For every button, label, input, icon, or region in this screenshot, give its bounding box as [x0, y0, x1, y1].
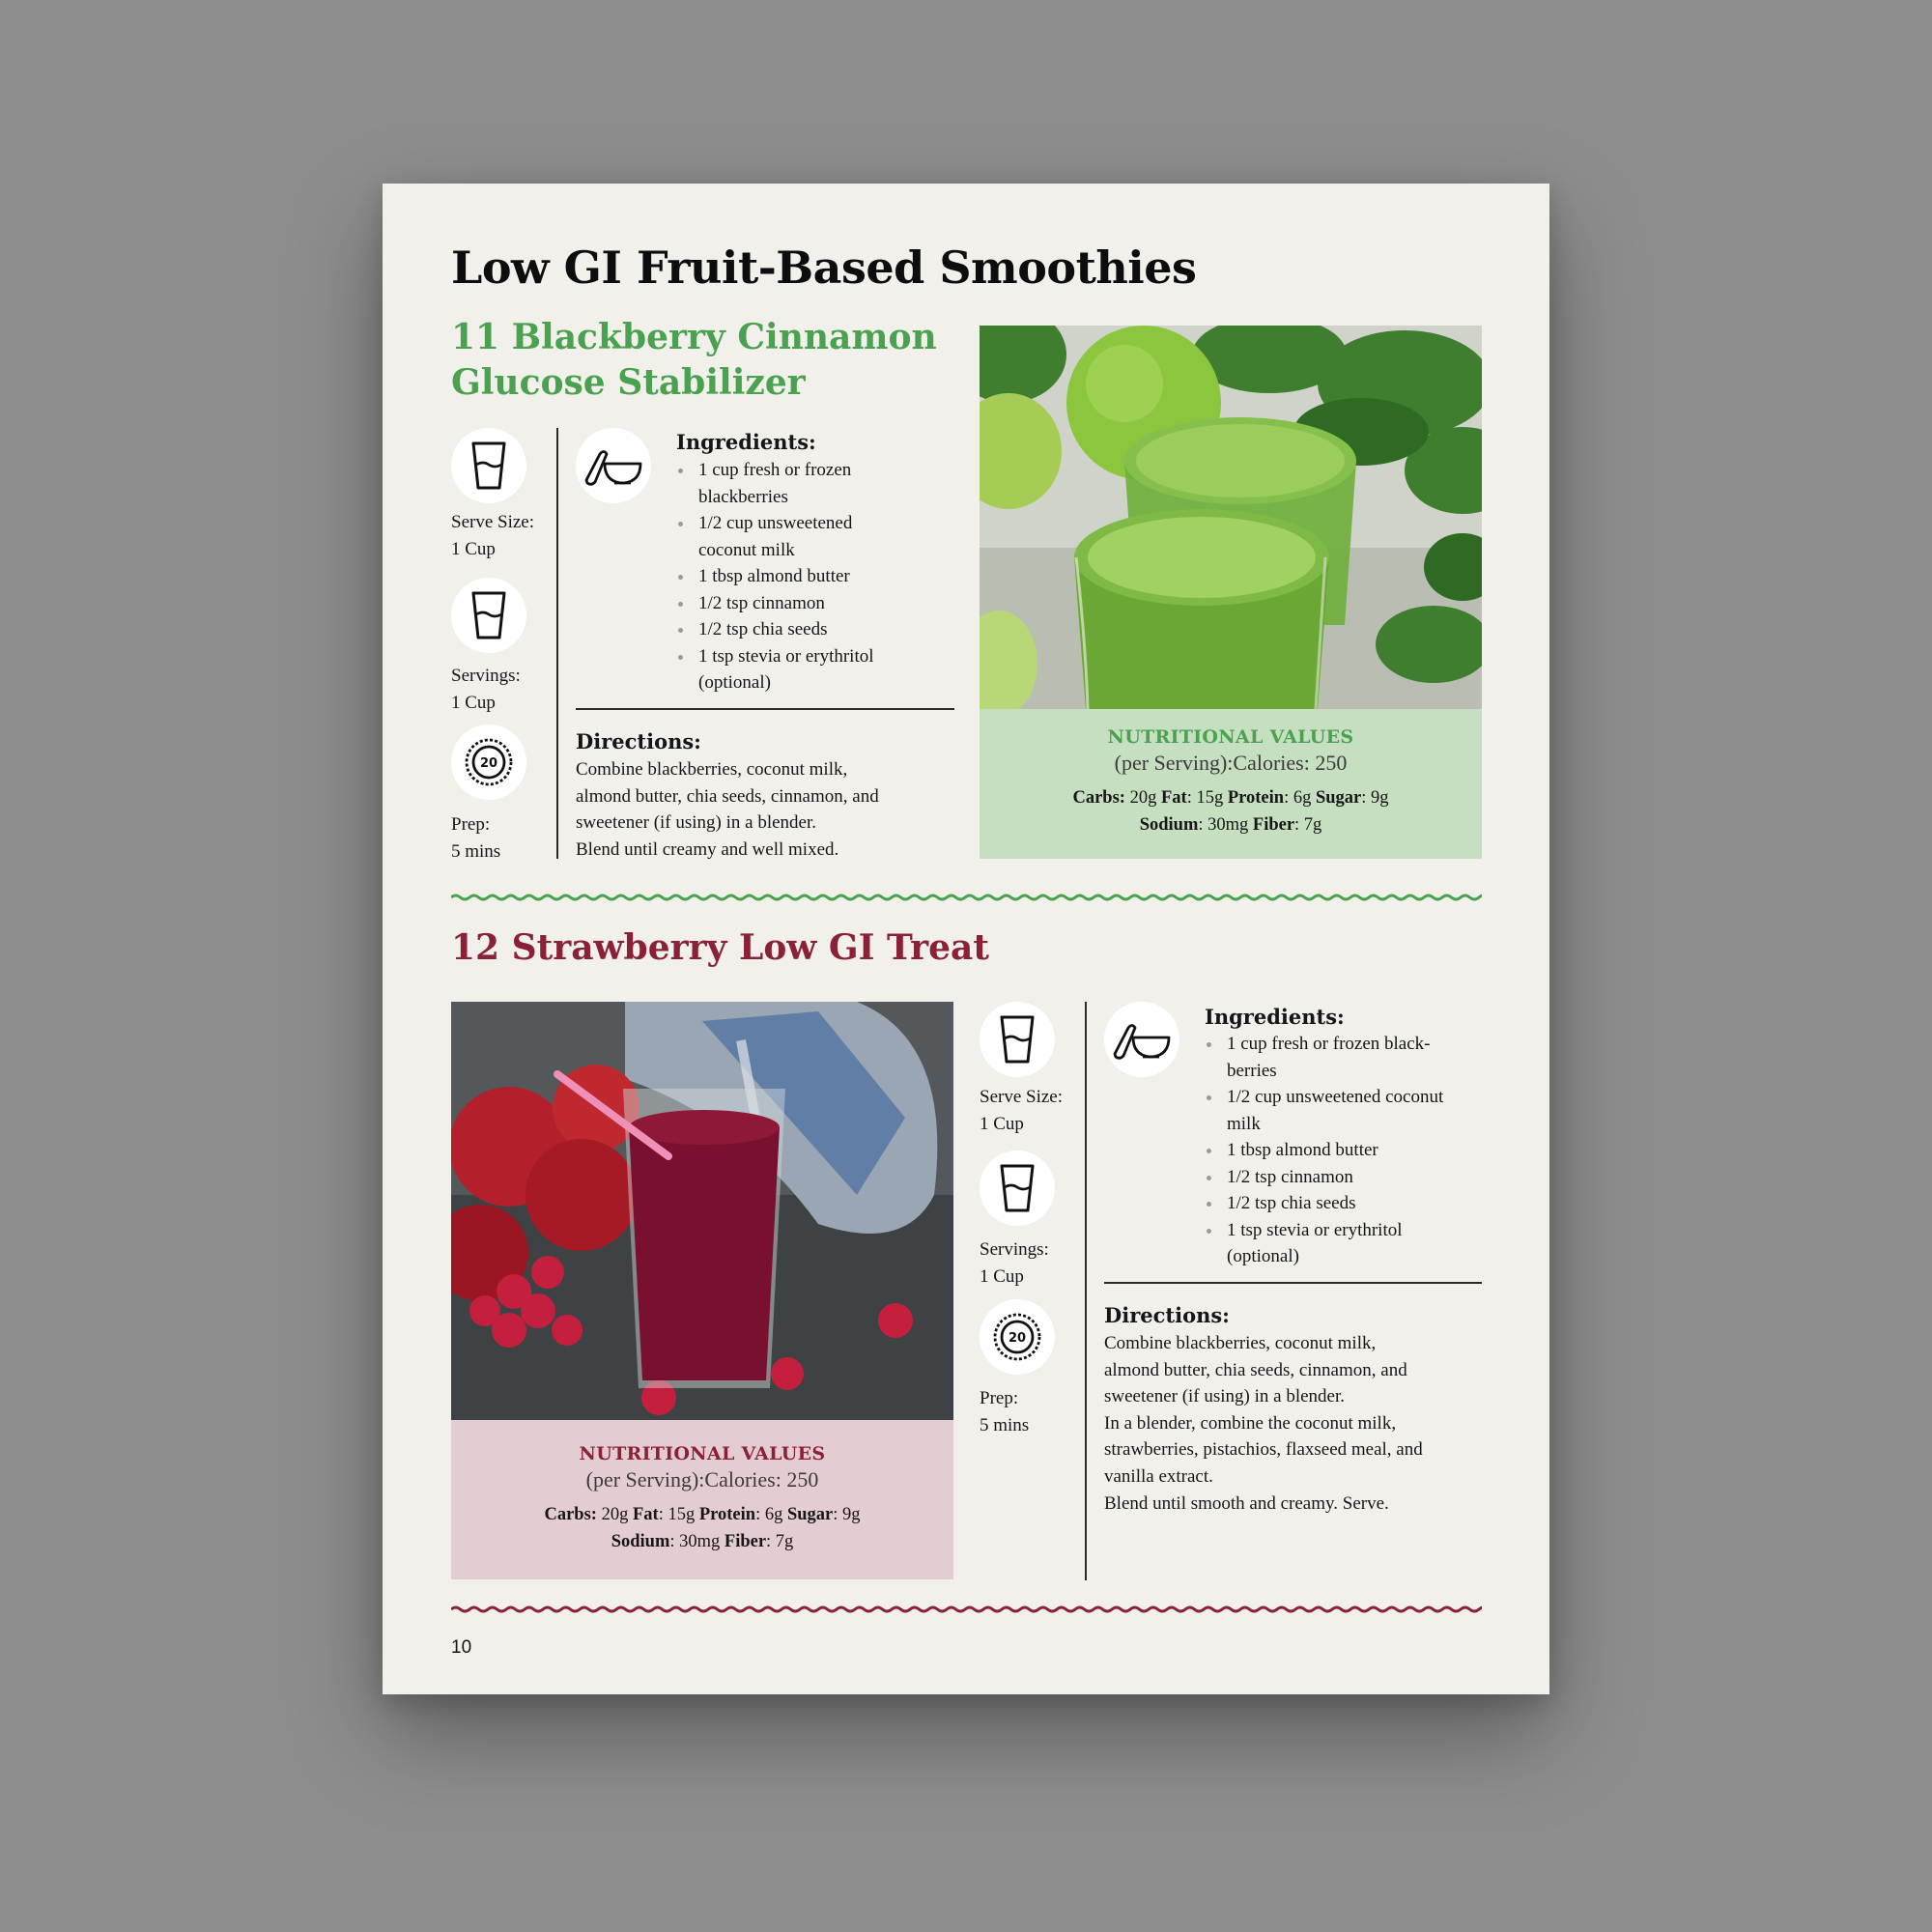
- serve-size-label: Serve Size:: [451, 512, 535, 532]
- serve-size-value: 1 Cup: [451, 539, 496, 559]
- recipe-title-line: Glucose Stabilizer: [451, 362, 806, 403]
- recipe-title-12: [451, 925, 989, 971]
- glass-icon: [980, 1151, 1055, 1226]
- ingredient-line: (optional): [698, 672, 771, 693]
- section-divider: [1104, 1282, 1482, 1284]
- fiber-value: : 7g: [766, 1532, 794, 1551]
- page-title: Low GI Fruit-Based Smoothies: [451, 242, 1197, 294]
- fiber-value: : 7g: [1294, 815, 1322, 835]
- nutrition-row: [451, 1528, 953, 1555]
- sodium-label: Sodium: [1139, 815, 1199, 835]
- nutrition-panel: [451, 1420, 953, 1579]
- ingredient-line: blackberries: [698, 486, 788, 507]
- fiber-label: Fiber: [724, 1532, 767, 1551]
- directions-line: sweetener (if using) in a blender.: [576, 812, 817, 834]
- sodium-label: Sodium: [611, 1532, 670, 1551]
- directions-line: Combine blackberries, coconut milk,: [1104, 1333, 1377, 1353]
- servings-value: 1 Cup: [451, 693, 496, 713]
- ingredient-item: [676, 590, 966, 617]
- nutrition-heading: NUTRITIONAL VALUES: [1107, 726, 1354, 748]
- ingredient-line: 1/2 cup unsweetened: [698, 513, 853, 533]
- ingredient-item: [1205, 1137, 1494, 1164]
- sugar-label: Sugar: [1315, 788, 1362, 808]
- fat-label: Fat: [632, 1505, 659, 1524]
- timer-icon: [451, 724, 526, 800]
- timer-icon-text: 20: [1008, 1331, 1027, 1346]
- column-divider: [1085, 1002, 1087, 1580]
- ingredient-line: 1/2 tsp cinnamon: [1227, 1166, 1353, 1187]
- ingredient-line: 1/2 tsp chia seeds: [698, 619, 828, 639]
- mortar-pestle-icon: [1104, 1002, 1179, 1077]
- nutrition-subheading: (per Serving):Calories: 250: [585, 1467, 819, 1492]
- sugar-value: : 9g: [833, 1505, 861, 1524]
- ingredient-item: [1205, 1217, 1494, 1270]
- ingredient-line: 1/2 tsp chia seeds: [1227, 1193, 1356, 1213]
- wavy-divider: [451, 891, 1482, 904]
- nutrition-subheading: (per Serving):Calories: 250: [1114, 751, 1348, 775]
- ingredient-line: 1 tsp stevia or erythritol: [1227, 1219, 1403, 1240]
- prep-value: 5 mins: [980, 1415, 1030, 1435]
- directions-line: almond butter, chia seeds, cinnamon, and: [576, 785, 879, 807]
- ingredient-item: [1205, 1031, 1494, 1084]
- recipe-title-line: 12 Strawberry Low GI Treat: [451, 927, 989, 968]
- sugar-value: : 9g: [1361, 788, 1389, 808]
- protein-label: Protein: [698, 1505, 756, 1524]
- protein-value: : 6g: [1284, 788, 1316, 808]
- directions-line: strawberries, pistachios, flaxseed meal, and: [1104, 1439, 1423, 1461]
- timer-icon: [980, 1299, 1055, 1375]
- ingredient-line: 1/2 tsp cinnamon: [698, 592, 825, 613]
- sodium-value: : 30mg: [669, 1532, 724, 1551]
- carbs-label: Carbs:: [544, 1505, 597, 1524]
- wavy-divider: [451, 1603, 1482, 1616]
- servings-value: 1 Cup: [980, 1266, 1024, 1287]
- directions-text: [1104, 1330, 1423, 1517]
- recipe-title-11: [451, 315, 937, 406]
- glass-icon: [451, 428, 526, 503]
- directions-line: vanilla extract.: [1104, 1465, 1213, 1487]
- directions-heading: Directions:: [576, 729, 701, 753]
- ingredient-item: [676, 563, 966, 590]
- ingredient-line: coconut milk: [698, 539, 795, 560]
- directions-line: Blend until smooth and creamy. Serve.: [1104, 1492, 1389, 1514]
- nutrition-heading: NUTRITIONAL VALUES: [579, 1443, 826, 1464]
- ingredient-item: [1205, 1190, 1494, 1217]
- sugar-label: Sugar: [786, 1505, 834, 1524]
- carbs-value: 20g: [1124, 788, 1161, 808]
- protein-value: : 6g: [755, 1505, 787, 1524]
- directions-line: Blend until creamy and well mixed.: [576, 838, 839, 860]
- ingredient-line: 1/2 cup unsweetened coconut: [1227, 1087, 1444, 1107]
- nutrition-row: [980, 784, 1482, 811]
- glass-icon: [451, 578, 526, 653]
- protein-label: Protein: [1227, 788, 1285, 808]
- ingredient-item: [1205, 1164, 1494, 1191]
- prep-value: 5 mins: [451, 841, 501, 862]
- fat-value: : 15g: [1186, 788, 1228, 808]
- ingredient-item: [1205, 1084, 1494, 1137]
- directions-line: almond butter, chia seeds, cinnamon, and: [1104, 1359, 1407, 1380]
- serve-size-label: Serve Size:: [980, 1087, 1064, 1107]
- directions-heading: Directions:: [1104, 1303, 1230, 1327]
- directions-text: [576, 756, 879, 863]
- glass-icon: [980, 1002, 1055, 1077]
- ingredient-line: milk: [1227, 1113, 1261, 1134]
- fat-label: Fat: [1160, 788, 1187, 808]
- servings-label: Servings:: [451, 666, 521, 686]
- ingredients-heading: Ingredients:: [676, 430, 816, 454]
- prep-label: Prep:: [980, 1388, 1019, 1408]
- nutrition-row: [451, 1501, 953, 1528]
- ingredient-line: 1 tbsp almond butter: [1227, 1140, 1378, 1160]
- carbs-label: Carbs:: [1072, 788, 1125, 808]
- recipe-page: [383, 184, 1549, 1694]
- ingredient-item: [676, 510, 966, 563]
- ingredient-item: [676, 643, 966, 696]
- ingredients-list: [676, 457, 966, 696]
- directions-line: Combine blackberries, coconut milk,: [576, 759, 848, 780]
- prep-label: Prep:: [451, 814, 491, 835]
- ingredient-line: 1 tsp stevia or erythritol: [698, 645, 874, 667]
- page-number: 10: [451, 1637, 472, 1658]
- ingredient-line: berries: [1227, 1060, 1277, 1081]
- nutrition-panel: [980, 709, 1482, 859]
- servings-label: Servings:: [980, 1239, 1049, 1260]
- column-divider: [556, 428, 558, 859]
- section-divider: [576, 708, 954, 710]
- sodium-value: : 30mg: [1198, 815, 1253, 835]
- green-smoothie-photo: [980, 326, 1482, 709]
- red-smoothie-photo: [451, 1002, 953, 1420]
- ingredient-line: (optional): [1227, 1246, 1299, 1266]
- nutrition-row: [980, 811, 1482, 838]
- carbs-value: 20g: [596, 1505, 633, 1524]
- ingredient-line: 1 tbsp almond butter: [698, 566, 850, 586]
- directions-line: sweetener (if using) in a blender.: [1104, 1386, 1346, 1407]
- ingredient-line: 1 cup fresh or frozen black-: [1227, 1034, 1431, 1054]
- fiber-label: Fiber: [1252, 815, 1295, 835]
- directions-line: In a blender, combine the coconut milk,: [1104, 1412, 1397, 1434]
- ingredient-line: 1 cup fresh or frozen: [698, 460, 852, 480]
- ingredients-heading: Ingredients:: [1205, 1005, 1345, 1029]
- timer-icon-text: 20: [479, 756, 498, 771]
- fat-value: : 15g: [658, 1505, 699, 1524]
- serve-size-value: 1 Cup: [980, 1114, 1024, 1134]
- recipe-title-line: 11 Blackberry Cinnamon: [451, 317, 937, 357]
- ingredient-item: [676, 616, 966, 643]
- ingredients-list: [1205, 1031, 1494, 1270]
- mortar-pestle-icon: [576, 428, 651, 503]
- ingredient-item: [676, 457, 966, 510]
